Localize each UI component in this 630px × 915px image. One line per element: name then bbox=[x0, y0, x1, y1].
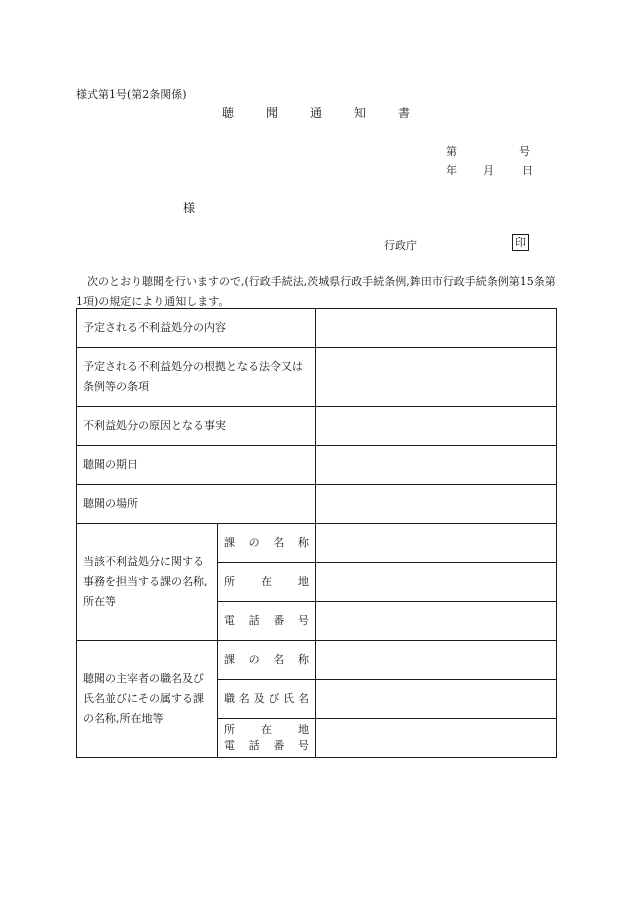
value-cell bbox=[316, 641, 557, 680]
sub-label: 電話番号 bbox=[224, 739, 309, 752]
sub-label: 電話番号 bbox=[218, 602, 316, 641]
table-row bbox=[77, 485, 557, 524]
title-char: 通 bbox=[310, 106, 323, 120]
table-row bbox=[77, 446, 557, 485]
date-month: 月 bbox=[483, 164, 494, 177]
sub-label: 課の名称 bbox=[218, 641, 316, 680]
notice-table bbox=[76, 308, 557, 758]
seal-mark: 印 bbox=[512, 234, 529, 251]
title-char: 知 bbox=[354, 106, 367, 120]
title-char: 聞 bbox=[266, 106, 279, 120]
title-char: 聴 bbox=[222, 106, 235, 120]
value-cell bbox=[316, 446, 557, 485]
value-cell bbox=[316, 602, 557, 641]
sub-label: 職名及び氏名 bbox=[218, 680, 316, 719]
table-row bbox=[77, 309, 557, 348]
row-label: 予定される不利益処分の内容 bbox=[77, 309, 316, 348]
date-day: 日 bbox=[522, 164, 533, 177]
value-cell bbox=[316, 680, 557, 719]
row-label: 聴聞の場所 bbox=[77, 485, 316, 524]
document-number-line bbox=[446, 143, 530, 159]
intro-text: 次のとおり聴聞を行いますので,(行政手続法,茨城県行政手続条例,鉾田市行政手続条例第15条第1項)の規定により通知します。 bbox=[76, 275, 556, 308]
group-label: 聴聞の主宰者の職名及び氏名並びにその属する課の名称,所在地等 bbox=[77, 641, 218, 758]
value-cell bbox=[316, 407, 557, 446]
document-title bbox=[222, 104, 442, 121]
table-row bbox=[77, 407, 557, 446]
value-cell bbox=[316, 719, 557, 758]
sub-label-stack bbox=[218, 719, 316, 758]
table-row bbox=[77, 524, 557, 563]
agency-label: 行政庁 bbox=[384, 239, 417, 252]
value-cell bbox=[316, 348, 557, 407]
title-char: 書 bbox=[398, 106, 411, 120]
value-cell bbox=[316, 309, 557, 348]
value-cell bbox=[316, 485, 557, 524]
number-prefix: 第 bbox=[446, 145, 457, 158]
table-row bbox=[77, 348, 557, 407]
row-label: 聴聞の期日 bbox=[77, 446, 316, 485]
date-line bbox=[446, 162, 533, 178]
value-cell bbox=[316, 563, 557, 602]
row-label: 予定される不利益処分の根拠となる法令又は条例等の条項 bbox=[77, 348, 316, 407]
date-year: 年 bbox=[446, 164, 457, 177]
group-label: 当該不利益処分に関する事務を担当する課の名称,所在等 bbox=[77, 524, 218, 641]
form-number: 様式第1号(第2条関係) bbox=[76, 88, 187, 101]
addressee-suffix: 様 bbox=[183, 201, 196, 215]
sub-label: 課の名称 bbox=[218, 524, 316, 563]
row-label: 不利益処分の原因となる事実 bbox=[77, 407, 316, 446]
value-cell bbox=[316, 524, 557, 563]
number-suffix: 号 bbox=[519, 145, 530, 158]
sub-label: 所在地 bbox=[224, 723, 309, 736]
table-row bbox=[77, 641, 557, 680]
sub-label: 所在地 bbox=[218, 563, 316, 602]
